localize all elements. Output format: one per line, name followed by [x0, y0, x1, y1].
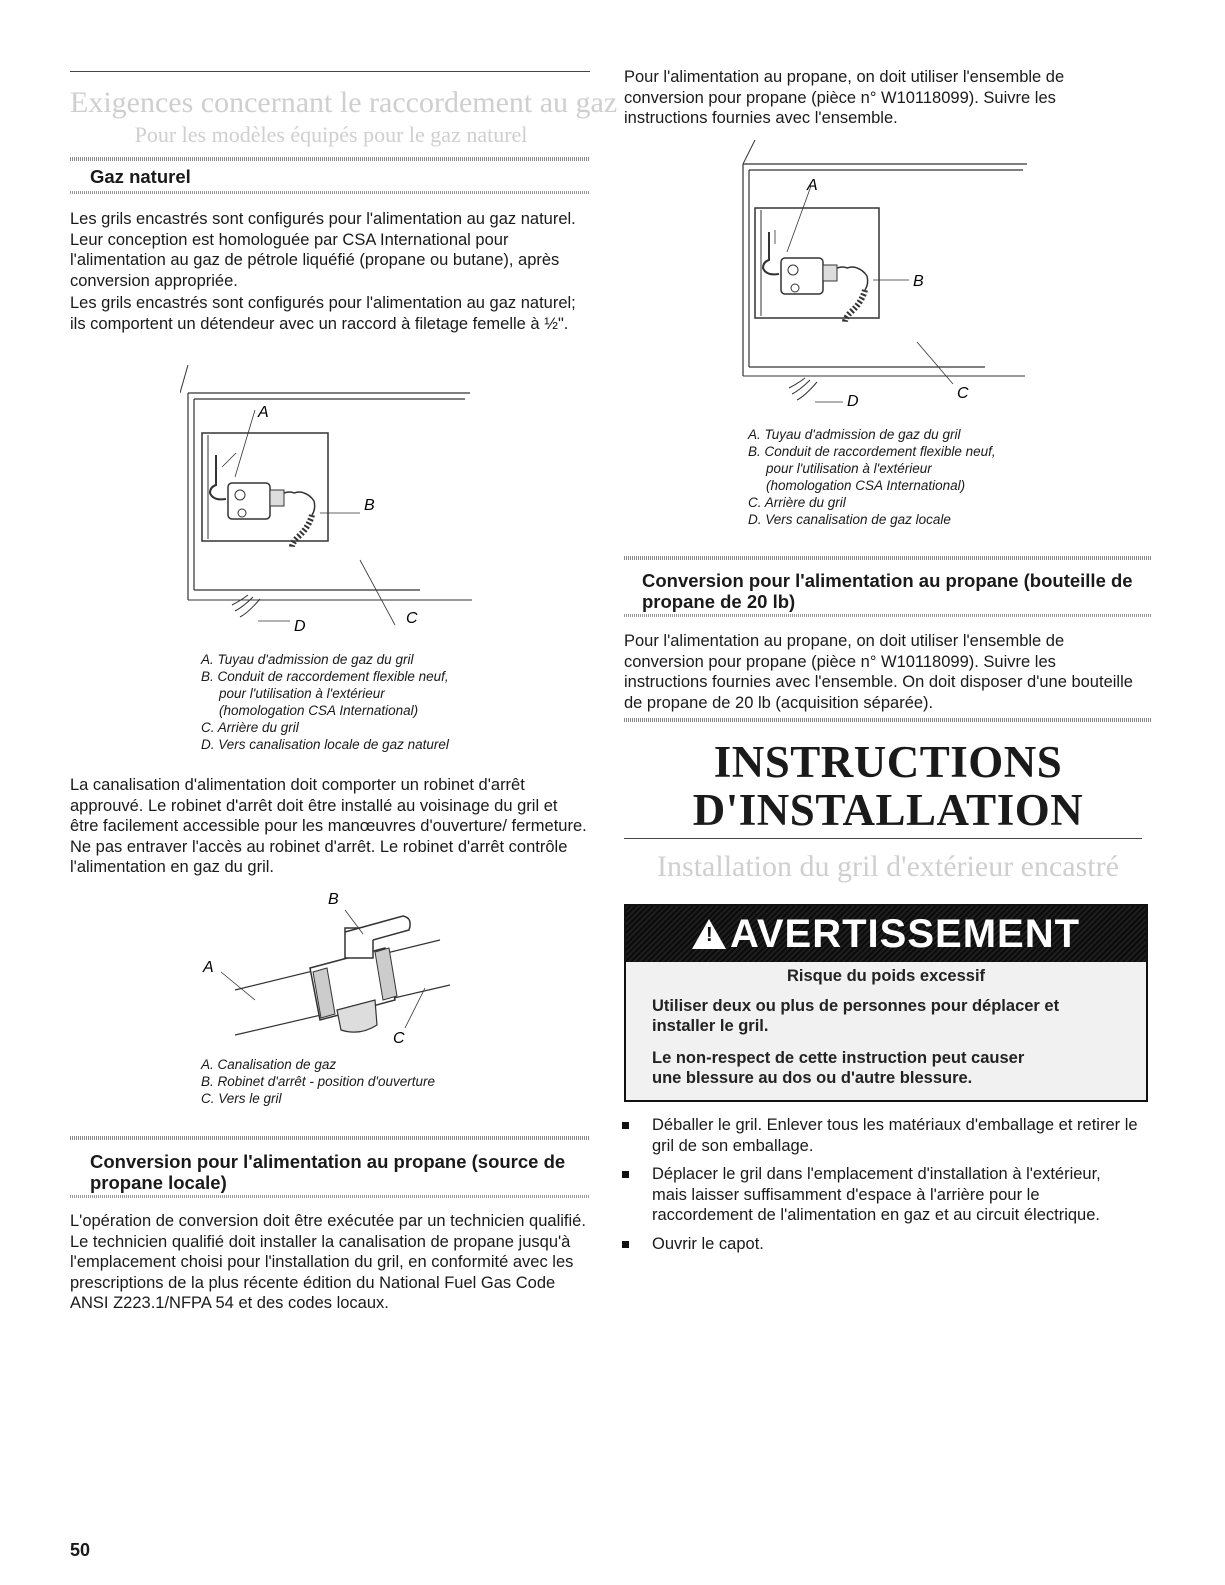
shutoff-valve-diagram	[195, 890, 465, 1060]
warning-box	[624, 904, 1148, 1102]
caption-line: A. Tuyau d'admission de gaz du gril	[201, 652, 414, 667]
natural-gas-paragraph-2: Les grils encastrés sont configurés pour l'alimentation au gaz naturel; ils comportent un détendeur avec un raccord à filetage femelle à ½".	[70, 294, 576, 333]
section-title: INSTRUCTIONS D'INSTALLATION	[692, 737, 1084, 835]
warning-title: Risque du poids excessif	[786, 967, 986, 985]
caption-line: D. Vers canalisation de gaz locale	[748, 512, 951, 527]
label-d: D	[847, 393, 859, 410]
install-steps-list	[620, 1115, 1140, 1262]
hatched-rule	[70, 157, 590, 161]
caption-line: B. Robinet d'arrêt - position d'ouverture	[201, 1074, 436, 1089]
hatched-rule	[624, 718, 1152, 722]
list-item: Ouvrir le capot.	[620, 1234, 1140, 1255]
label-a: A	[807, 177, 818, 194]
ghost-section-subtitle: Pour les modèles équipés pour le gaz naturel	[134, 122, 528, 147]
top-rule-left	[70, 71, 590, 72]
label-c: C	[406, 610, 418, 627]
caption-line: D. Vers canalisation locale de gaz naturel	[201, 737, 449, 752]
hatched-rule	[624, 556, 1152, 560]
caption-line: pour l'utilisation à l'extérieur	[766, 461, 932, 476]
label-a: A	[258, 404, 269, 421]
local-propane-paragraph: L'opération de conversion doit être exécutée par un technicien qualifié. Le technicien qualifié doit installer la canalisation de propane jusqu'à l'emplacement choisi pour l'installation du gril, en conformité avec les prescriptions de la plus récente édition du National Fuel Gas Code ANSI Z223.1/NFPA 54 et des codes locaux.	[70, 1212, 586, 1312]
title-rule	[624, 838, 1142, 839]
dotted-rule	[70, 1195, 590, 1198]
valve-label-c: C	[393, 1030, 405, 1047]
valve-label-a: A	[203, 959, 214, 976]
page-number: 50	[70, 1540, 91, 1560]
caption-line: B. Conduit de raccordement flexible neuf,	[748, 444, 996, 459]
caption-line: (homologation CSA International)	[219, 703, 419, 718]
list-item: Déballer le gril. Enlever tous les matériaux d'emballage et retirer le gril de son emballage.	[620, 1115, 1140, 1156]
warning-triangle-icon: !	[692, 919, 726, 949]
warning-banner: ! AVERTISSEMENT	[626, 906, 1146, 962]
ghost-install-title: Installation du gril d'extérieur encastré	[657, 850, 1119, 883]
hatched-rule	[70, 1136, 590, 1140]
label-b: B	[913, 273, 924, 290]
valve-label-b: B	[328, 891, 339, 908]
label-c: C	[957, 385, 969, 402]
caption-line: (homologation CSA International)	[766, 478, 966, 493]
propane-intro-paragraph: Pour l'alimentation au propane, on doit utiliser l'ensemble de conversion pour propane (pièce n° W10118099). Suivre les instructions fournies avec l'ensemble.	[624, 68, 1065, 127]
warning-line-1: Utiliser deux ou plus de personnes pour déplacer et installer le gril.	[652, 997, 1060, 1035]
heading-local-propane: Conversion pour l'alimentation au propane (source de propane locale)	[90, 1151, 566, 1193]
heading-bottle-propane: Conversion pour l'alimentation au propane (bouteille de propane de 20 lb)	[642, 570, 1133, 612]
figure-caption-propane	[748, 426, 996, 528]
figure-caption-natural-gas	[201, 651, 449, 753]
caption-line: pour l'utilisation à l'extérieur	[219, 686, 385, 701]
natural-gas-paragraph-1: Les grils encastrés sont configurés pour l'alimentation au gaz naturel. Leur conception est homologuée par CSA International pour l'alimentation au gaz de pétrole liquéfié (propane ou butane), après conversion appropriée.	[70, 210, 576, 290]
regulator-diagram-propane	[735, 140, 1035, 410]
label-d: D	[294, 618, 306, 635]
dotted-rule	[624, 614, 1152, 617]
caption-line: A. Canalisation de gaz	[201, 1057, 337, 1072]
caption-line: C. Arrière du gril	[748, 495, 846, 510]
caption-line: A. Tuyau d'admission de gaz du gril	[748, 427, 961, 442]
figure-caption-valve	[201, 1056, 435, 1107]
caption-line: C. Vers le gril	[201, 1091, 282, 1106]
regulator-diagram-natural-gas	[180, 365, 480, 635]
caption-line: B. Conduit de raccordement flexible neuf,	[201, 669, 449, 684]
caption-line: C. Arrière du gril	[201, 720, 299, 735]
shutoff-valve-paragraph: La canalisation d'alimentation doit comporter un robinet d'arrêt approuvé. Le robinet d'arrêt doit être installé au voisinage du gril et être facilement accessible pour les manœuvres d'ouverture/ fermeture. Ne pas entraver l'accès au robinet d'arrêt. Le robinet d'arrêt contrôle l'alimentation en gaz du gril.	[70, 776, 587, 876]
dotted-rule	[70, 191, 590, 194]
label-b: B	[364, 497, 375, 514]
warning-line-2: Le non-respect de cette instruction peut causer une blessure au dos ou d'autre blessure.	[652, 1049, 1025, 1087]
heading-natural-gas: Gaz naturel	[90, 166, 191, 187]
list-item: Déplacer le gril dans l'emplacement d'installation à l'extérieur, mais laisser suffisamment d'espace à l'arrière pour le raccordement de l'alimentation en gaz et au circuit électrique.	[620, 1164, 1140, 1226]
bottle-propane-paragraph: Pour l'alimentation au propane, on doit utiliser l'ensemble de conversion pour propane (pièce n° W10118099). Suivre les instructions fournies avec l'ensemble. On doit disposer d'une bouteille de propane de 20 lb (acquisition séparée).	[624, 632, 1133, 712]
ghost-section-title: Exigences concernant le raccordement au gaz	[70, 86, 618, 119]
